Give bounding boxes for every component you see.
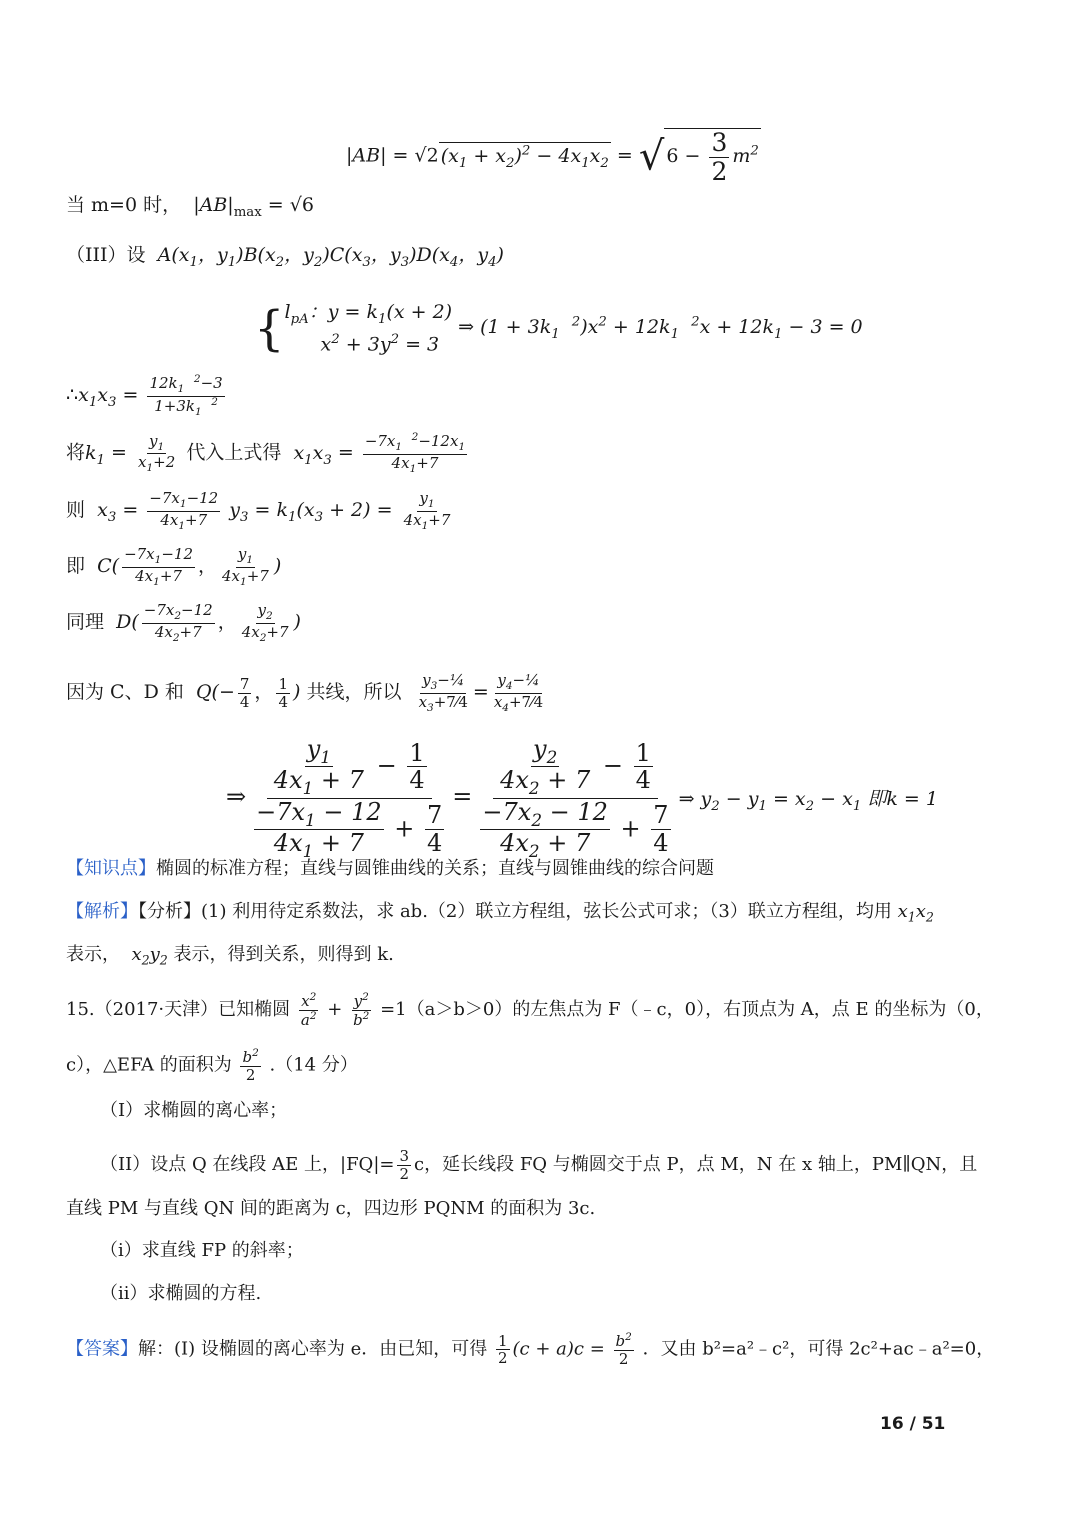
answer-line: 【答案】解：(I) 设椭圆的离心率为 e．由已知，可得 $\frac{1}{2}$ (c + a)c = $\frac{b^2}{2}$ ．又由 b²=a²﹣c²，可得 2c²+ac﹣a²=0，: [66, 1331, 995, 1368]
x1x3-product: $\therefore x_1x_3$ = $\frac{12k_1 ^2-3}{1+3k_1 ^2}$: [66, 373, 223, 418]
ab-length-formula: |AB| = √2 $(x_1 + x_2)^2 - 4x_1x_2$ = √ 6 − $\frac{3}{2}$ $m^2$: [346, 128, 759, 186]
analysis-line-2: 表示， $x_2y_2$ 表示，得到关系，则得到 k.: [66, 944, 394, 968]
knowledge-points: 【知识点】椭圆的标准方程；直线与圆锥曲线的关系；直线与圆锥曲线的综合问题: [66, 858, 714, 879]
point-d-line: 同理 D( $\frac{-7x_2-12}{4x_2+7}$ ， $\frac{y_2}{4x_2+7}$ ): [66, 601, 301, 644]
equation-system: { $l_{pA}$：$y = k_1(x + 2)$ $x^2 + 3y^2 = 3$ ⇒ ($1 + 3k_1$ $^2)x^2 + 12k_1$ $^2x + 12k_1 - 3 = 0$: [254, 300, 863, 357]
question-15-line-2: c），△EFA 的面积为 $\frac{b^2}{2}$ .（14 分）: [66, 1047, 358, 1084]
points-definition: （III）设 $A(x_1$，$y_1)B(x_2$，$y_2)C(x_3$，$y_3)D(x_4$，$y_4$): [66, 244, 504, 270]
x3-y3-line: 则 $x_3$ = $\frac{-7x_1-12}{4x_1+7}$ $y_3 = k_1(x_3 + 2)$ = $\frac{y_1}{4x_1+7}$: [66, 489, 451, 532]
question-part-ii-line-2: 直线 PM 与直线 QN 间的距离为 c，四边形 PQNM 的面积为 3c.: [66, 1198, 596, 1219]
question-part-ii: （II）设点 Q 在线段 AE 上，|FQ|= $\frac{3}{2}$ c，延长线段 FQ 与椭圆交于点 P，点 M，N 在 x 轴上，PM∥QN，且: [100, 1147, 978, 1183]
analysis-line-1: 【解析】【分析】(1) 利用待定系数法，求 ab.（2）联立方程组，弦长公式可求；（3）联立方程组，均用 $x_1x_2$: [66, 901, 934, 925]
substitute-k1: 将$k_1$ = $\frac{y_1}{x_1+2}$ 代入上式得 $x_1x_3$ = $\frac{-7x_1 ^2-12x_1}{4x_1+7}$: [66, 431, 466, 475]
question-sub-i: （i）求直线 FP 的斜率；: [100, 1240, 304, 1261]
page-number: 16 / 51: [880, 1414, 946, 1434]
collinear-line: 因为 C、D 和 Q(− $\frac{7}{4}$ ， $\frac{1}{4}$ ) 共线，所以 $\frac{y_3-\frac{1}{4}}{x_3+7⁄4}$ = $\frac{y_4-\frac{1}{4}}{x_4+7⁄4}$: [66, 671, 544, 714]
question-sub-ii: （ii）求椭圆的方程.: [100, 1283, 262, 1304]
point-c-line: 即 C( $\frac{-7x_1-12}{4x_1+7}$ ， $\frac{y_1}{4x_1+7}$ ): [66, 545, 282, 588]
max-length-line: 当 m=0 时， $|AB|_{max} = √6$: [66, 194, 314, 220]
compound-fraction-equation: ⇒ $\frac{y_1}{4x_1 + 7}$ − $\frac{1}{4}$ $\frac{-7x_1 - 12}{4x_1 + 7}$ + $\frac{7}{4}$ = $\frac{y_2}{4x_2 + 7}$ − $\frac{1}{4}$ $\frac{-7x_2 - 12}{4x_2 + 7}$ + $\frac{7}{4}$ ⇒ $y_2 - y_1 = x_2 - x_1$ 即k = 1: [226, 735, 938, 861]
question-part-i: （I）求椭圆的离心率；: [100, 1100, 288, 1121]
question-15-line-1: 15.（2017·天津）已知椭圆 $\frac{x^2}{a^2}$ + $\frac{y^2}{b^2}$ =1（a＞b＞0）的左焦点为 F（﹣c，0），右顶点为 A，点 E 的坐标为（0，: [66, 991, 994, 1029]
